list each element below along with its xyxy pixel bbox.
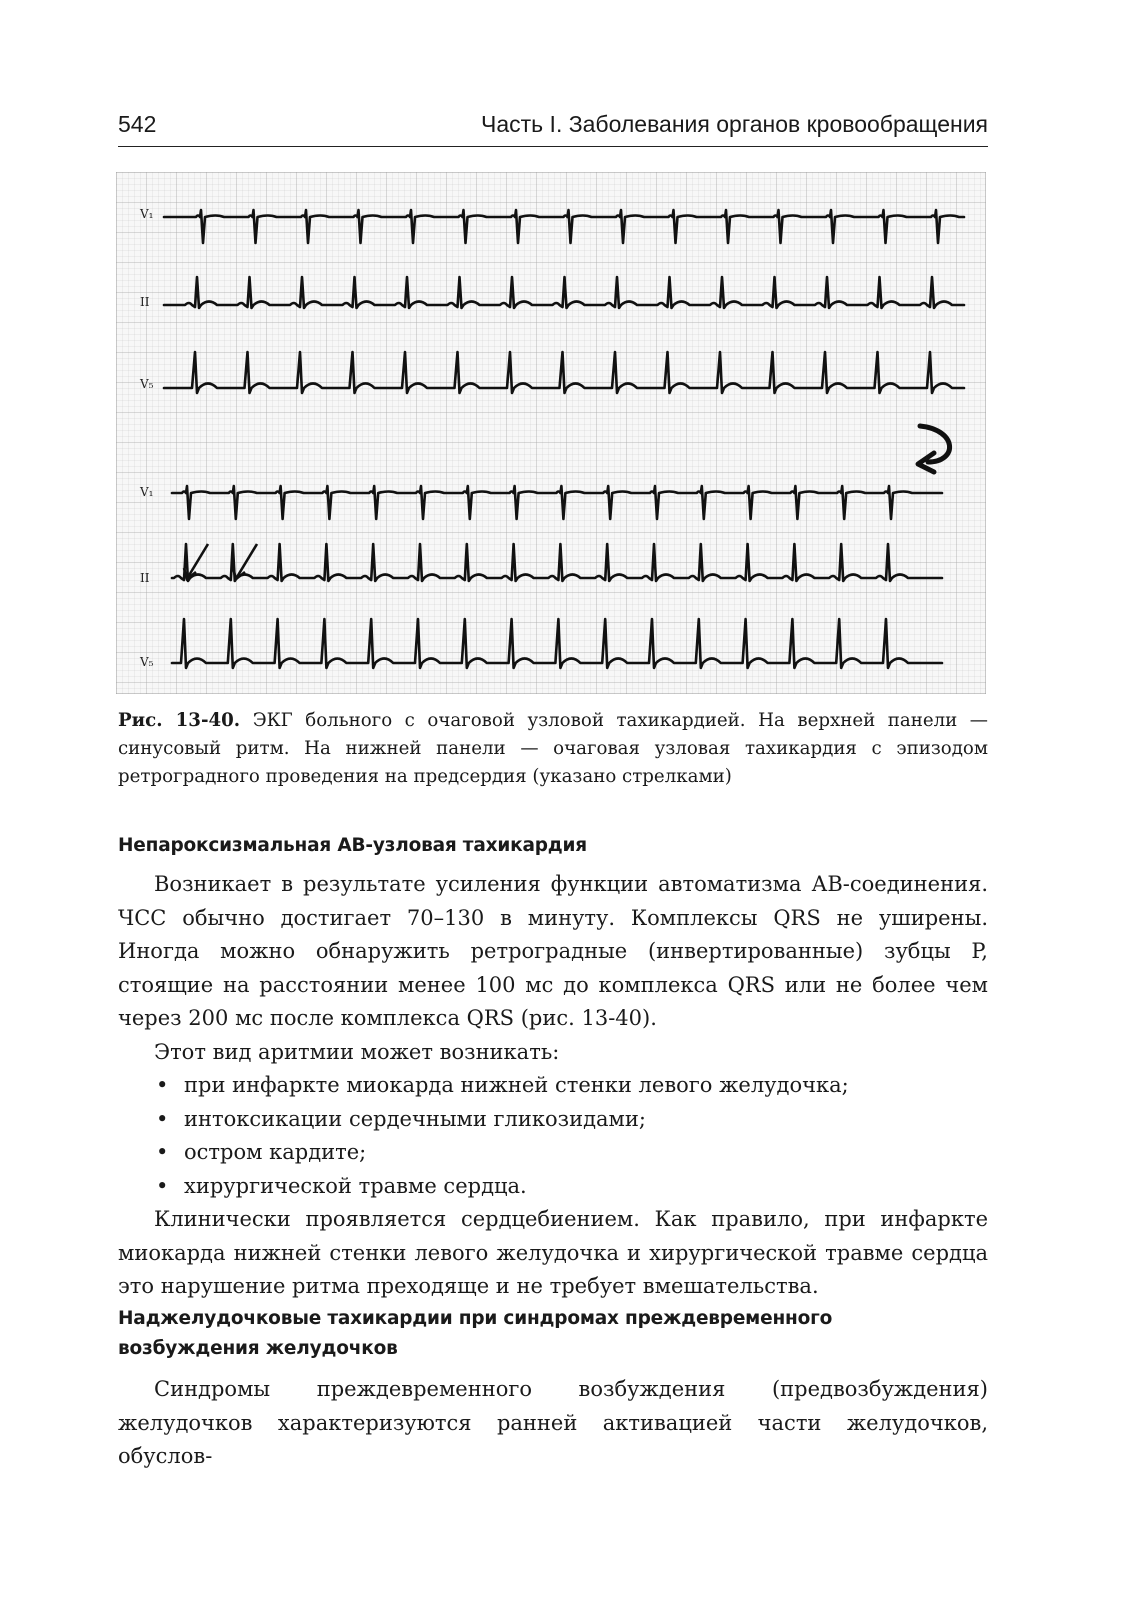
ecg-figure (116, 172, 986, 694)
caption-text: ЭКГ больного с очаговой узловой тахикардией. На верхней панели — синусовый ритм. На нижней панели — очаговая узловая тахикардия с эпизодом ретроградного проведения на предсердия (указано стрелками) (118, 710, 988, 787)
section-body (118, 1373, 988, 1474)
lead-label-bottom-ii: II (140, 571, 150, 585)
paragraph: Синдромы преждевременного возбуждения (предвозбуждения) желудочков характеризуются ранней активацией части желудочков, обуслов- (118, 1377, 988, 1468)
section-heading-line: возбуждения желудочков (118, 1338, 398, 1359)
section-heading-line: Наджелудочковые тахикардии при синдромах преждевременного (118, 1308, 833, 1329)
paragraph: Этот вид аритмии может возникать: (154, 1039, 560, 1064)
section-body (118, 868, 988, 1304)
lead-label-top-ii: II (140, 295, 150, 309)
list-item: • хирургической травме сердца. (118, 1170, 988, 1204)
list-item: • остром кардите; (118, 1136, 988, 1170)
bullet-list (118, 1069, 988, 1203)
running-title: Часть I. Заболевания органов кровообращения (481, 111, 988, 137)
lead-label-bottom-v1: V₁ (140, 485, 154, 499)
ecg-strip (116, 172, 986, 694)
list-item: • при инфаркте миокарда нижней стенки левого желудочка; (118, 1069, 988, 1103)
section-heading (118, 1304, 832, 1364)
figure-caption (118, 707, 988, 791)
caption-label: Рис. 13-40. (118, 710, 241, 731)
page-header (118, 108, 988, 147)
paragraph: Возникает в результате усиления функции автоматизма АВ-соединения. ЧСС обычно достигает 70–130 в минуту. Комплексы QRS не уширены. Иногда можно обнаружить ретроградные (инвертированные) зубцы P, стоящие на расстоянии менее 100 мс до комплекса QRS или не более чем через 200 мс после комплекса QRS (рис. 13-40). (118, 872, 988, 1030)
lead-label-bottom-v5: V₅ (140, 655, 154, 669)
lead-label-top-v5: V₅ (140, 377, 154, 391)
section-heading: Непароксизмальная АВ-узловая тахикардия (118, 835, 587, 856)
page-number: 542 (118, 111, 157, 137)
paragraph: Клинически проявляется сердцебиением. Как правило, при инфаркте миокарда нижней стенки левого желудочка и хирургической травме сердца это нарушение ритма преходяще и не требует вмешательства. (118, 1207, 988, 1298)
list-item: • интоксикации сердечными гликозидами; (118, 1103, 988, 1137)
lead-label-top-v1: V₁ (140, 207, 154, 221)
